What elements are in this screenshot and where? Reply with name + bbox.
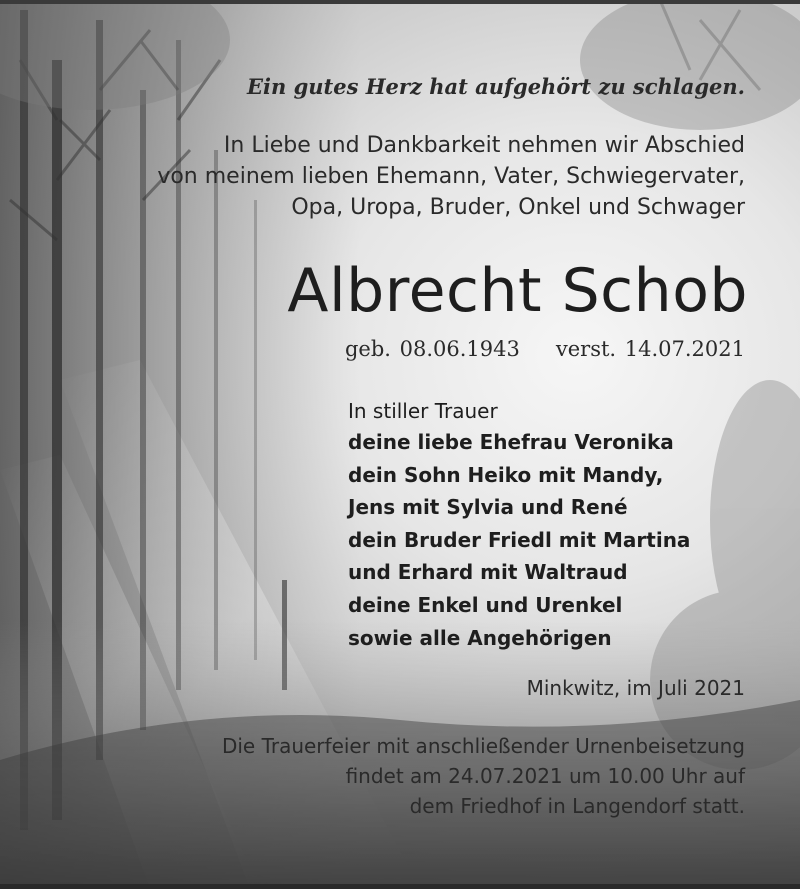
mourner-line: Jens mit Sylvia und René <box>348 495 628 520</box>
service-line: Die Trauerfeier mit anschließender Urnenbeisetzung <box>221 734 745 758</box>
mourner-line: deine Enkel und Urenkel <box>348 592 623 617</box>
mourner-line: und Erhard mit Waltraud <box>348 560 628 585</box>
service-line: dem Friedhof in Langendorf statt. <box>409 794 745 818</box>
mourner-line: deine liebe Ehefrau Veronika <box>348 430 674 454</box>
mourning-intro: In stiller Trauer <box>348 399 498 423</box>
motto-line: Ein gutes Herz hat aufgehört zu schlagen. <box>247 74 745 99</box>
intro-line: In Liebe und Dankbarkeit nehmen wir Abschied <box>223 133 745 158</box>
birth-date: geb. 08.06.1943 <box>344 337 520 361</box>
life-dates <box>345 337 745 361</box>
funeral-service-info <box>222 731 745 821</box>
intro-line: von meinem lieben Ehemann, Vater, Schwiegervater, <box>157 164 745 189</box>
place-and-date: Minkwitz, im Juli 2021 <box>526 676 745 700</box>
farewell-intro <box>157 130 745 223</box>
mourner-line: dein Bruder Friedl mit Martina <box>348 527 691 552</box>
deceased-name: Albrecht Schob <box>287 256 748 326</box>
top-border <box>0 0 800 4</box>
mourners-list <box>348 396 690 654</box>
death-date: verst. 14.07.2021 <box>555 337 745 361</box>
service-line: findet am 24.07.2021 um 10.00 Uhr auf <box>345 764 745 788</box>
mourner-line: dein Sohn Heiko mit Mandy, <box>348 462 664 487</box>
intro-line: Opa, Uropa, Bruder, Onkel und Schwager <box>291 195 745 220</box>
mourner-line: sowie alle Angehörigen <box>348 625 612 650</box>
bottom-border <box>0 884 800 889</box>
